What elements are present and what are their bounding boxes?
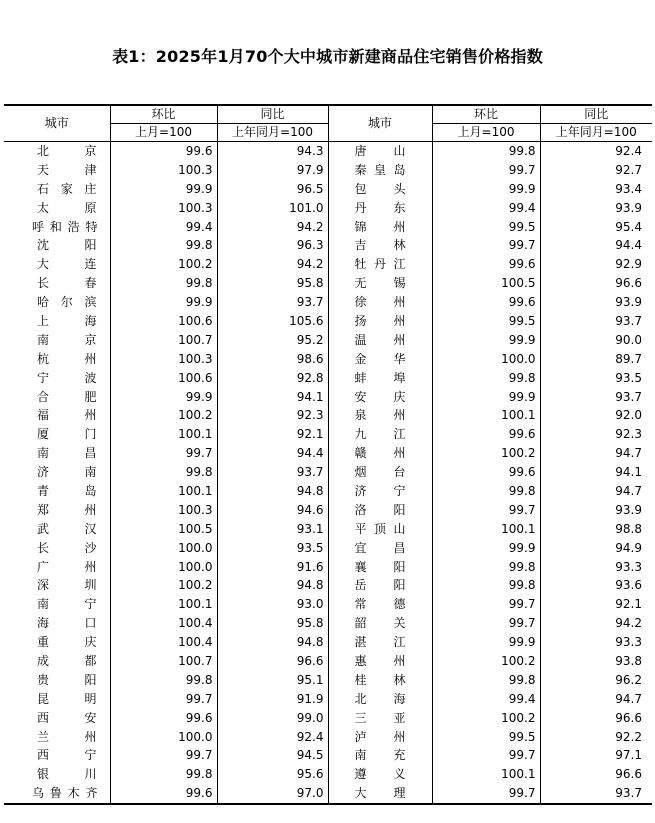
yoy-value-right: 92.2: [615, 729, 642, 744]
city-name-right: 北海: [328, 690, 432, 709]
mom-value-left: 99.7: [110, 444, 217, 463]
city-name-right: 襄阳: [328, 558, 432, 577]
city-name-left: 乌鲁木齐: [4, 784, 110, 804]
table-row: [4, 747, 652, 766]
mom-value-left: 99.9: [110, 293, 217, 312]
mom-value-right: 99.4: [432, 199, 540, 218]
mom-value-left: 100.7: [110, 331, 217, 350]
city-name-right: 大理: [328, 784, 432, 804]
yoy-value-left: 96.3: [217, 236, 328, 255]
yoy-value-right: 92.1: [615, 597, 642, 612]
mom-value-right: 99.5: [432, 728, 540, 747]
yoy-value-left: 94.5: [217, 747, 328, 766]
yoy-value-left: 92.3: [217, 406, 328, 425]
city-name-right: 遵义: [328, 765, 432, 784]
table-row: [4, 652, 652, 671]
mom-value-left: 99.6: [110, 784, 217, 804]
city-name-left: 哈尔滨: [4, 293, 110, 312]
mom-value-left: 100.3: [110, 199, 217, 218]
yoy-value-right: 93.6: [615, 578, 642, 593]
city-name-right: 唐山: [328, 142, 432, 161]
mom-value-right: 99.5: [432, 312, 540, 331]
city-name-right: 泸州: [328, 728, 432, 747]
table-row: [4, 180, 652, 199]
yoy-value-left: 94.2: [217, 255, 328, 274]
table-row: [4, 388, 652, 407]
mom-value-left: 100.1: [110, 425, 217, 444]
yoy-value-left: 94.2: [217, 218, 328, 237]
mom-value-right: 99.6: [432, 255, 540, 274]
mom-value-left: 99.6: [110, 142, 217, 161]
mom-value-right: 99.9: [432, 633, 540, 652]
yoy-value-right: 94.7: [615, 483, 642, 498]
header-mom-base-left: 上月=100: [110, 124, 217, 142]
mom-value-left: 100.7: [110, 652, 217, 671]
yoy-value-left: 95.6: [217, 765, 328, 784]
yoy-value-right: 92.0: [615, 408, 642, 423]
table-row: [4, 236, 652, 255]
header-yoy-left: 同比: [217, 105, 328, 124]
mom-value-right: 100.1: [432, 765, 540, 784]
city-name-left: 成都: [4, 652, 110, 671]
mom-value-left: 99.8: [110, 671, 217, 690]
mom-value-right: 99.8: [432, 558, 540, 577]
mom-value-left: 99.8: [110, 236, 217, 255]
mom-value-right: 99.6: [432, 293, 540, 312]
city-name-left: 深圳: [4, 576, 110, 595]
mom-value-right: 99.7: [432, 595, 540, 614]
yoy-value-left: 94.8: [217, 482, 328, 501]
city-name-right: 秦皇岛: [328, 161, 432, 180]
mom-value-right: 100.2: [432, 709, 540, 728]
yoy-value-left: 93.0: [217, 595, 328, 614]
price-index-table: [4, 104, 652, 805]
header-mom-right: 环比: [432, 105, 540, 124]
header-city-left: 城市: [4, 105, 110, 142]
mom-value-right: 100.2: [432, 444, 540, 463]
yoy-value-right: 93.7: [615, 786, 642, 801]
city-name-left: 天津: [4, 161, 110, 180]
city-name-left: 上海: [4, 312, 110, 331]
yoy-value-left: 95.2: [217, 331, 328, 350]
yoy-value-left: 95.8: [217, 274, 328, 293]
city-name-left: 呼和浩特: [4, 218, 110, 237]
mom-value-left: 100.5: [110, 520, 217, 539]
table-header: [4, 105, 652, 142]
city-name-left: 宁波: [4, 369, 110, 388]
mom-value-left: 100.1: [110, 595, 217, 614]
mom-value-right: 99.5: [432, 218, 540, 237]
city-name-left: 厦门: [4, 425, 110, 444]
city-name-left: 南昌: [4, 444, 110, 463]
mom-value-right: 99.9: [432, 388, 540, 407]
mom-value-right: 99.8: [432, 671, 540, 690]
mom-value-left: 100.2: [110, 576, 217, 595]
mom-value-right: 99.8: [432, 576, 540, 595]
city-name-left: 贵阳: [4, 671, 110, 690]
yoy-value-right: 93.5: [615, 370, 642, 385]
mom-value-right: 99.9: [432, 539, 540, 558]
city-name-left: 杭州: [4, 350, 110, 369]
yoy-value-right: 93.7: [615, 389, 642, 404]
table-row: [4, 293, 652, 312]
mom-value-right: 99.7: [432, 747, 540, 766]
table-row: [4, 142, 652, 161]
city-name-left: 济南: [4, 463, 110, 482]
city-name-left: 广州: [4, 558, 110, 577]
yoy-value-left: 93.7: [217, 293, 328, 312]
city-name-right: 济宁: [328, 482, 432, 501]
yoy-value-right: 94.2: [615, 616, 642, 631]
yoy-value-left: 97.9: [217, 161, 328, 180]
table-row: [4, 614, 652, 633]
table-row: [4, 784, 652, 804]
yoy-value-left: 97.0: [217, 784, 328, 804]
table-row: [4, 501, 652, 520]
mom-value-left: 99.7: [110, 690, 217, 709]
city-name-right: 桂林: [328, 671, 432, 690]
mom-value-left: 100.0: [110, 539, 217, 558]
yoy-value-right: 93.9: [615, 295, 642, 310]
yoy-value-right: 93.7: [615, 313, 642, 328]
yoy-value-left: 92.8: [217, 369, 328, 388]
yoy-value-right: 98.8: [615, 521, 642, 536]
mom-value-right: 99.7: [432, 161, 540, 180]
table-row: [4, 463, 652, 482]
city-name-left: 西宁: [4, 747, 110, 766]
city-name-right: 牡丹江: [328, 255, 432, 274]
yoy-value-right: 94.1: [615, 465, 642, 480]
table-row: [4, 425, 652, 444]
city-name-right: 惠州: [328, 652, 432, 671]
yoy-value-left: 93.7: [217, 463, 328, 482]
table-row: [4, 633, 652, 652]
yoy-value-right: 94.7: [615, 446, 642, 461]
city-name-right: 湛江: [328, 633, 432, 652]
yoy-value-left: 95.8: [217, 614, 328, 633]
mom-value-left: 100.4: [110, 633, 217, 652]
yoy-value-left: 101.0: [217, 199, 328, 218]
yoy-value-left: 96.6: [217, 652, 328, 671]
mom-value-left: 100.0: [110, 558, 217, 577]
yoy-value-right: 94.7: [615, 691, 642, 706]
mom-value-left: 100.0: [110, 728, 217, 747]
city-name-right: 蚌埠: [328, 369, 432, 388]
mom-value-right: 100.1: [432, 520, 540, 539]
mom-value-right: 100.1: [432, 406, 540, 425]
header-mom-base-right: 上月=100: [432, 124, 540, 142]
mom-value-left: 100.3: [110, 350, 217, 369]
table-row: [4, 728, 652, 747]
city-name-left: 武汉: [4, 520, 110, 539]
yoy-value-right: 96.2: [615, 672, 642, 687]
city-name-right: 宜昌: [328, 539, 432, 558]
header-yoy-right: 同比: [540, 105, 652, 124]
table-body: [4, 142, 652, 805]
city-name-left: 长沙: [4, 539, 110, 558]
city-name-right: 平顶山: [328, 520, 432, 539]
city-name-left: 沈阳: [4, 236, 110, 255]
city-name-right: 温州: [328, 331, 432, 350]
city-name-right: 徐州: [328, 293, 432, 312]
city-name-right: 扬州: [328, 312, 432, 331]
city-name-left: 太原: [4, 199, 110, 218]
city-name-right: 三亚: [328, 709, 432, 728]
city-name-left: 昆明: [4, 690, 110, 709]
city-name-right: 洛阳: [328, 501, 432, 520]
city-name-right: 吉林: [328, 236, 432, 255]
yoy-value-right: 92.7: [615, 162, 642, 177]
city-name-left: 青岛: [4, 482, 110, 501]
table-row: [4, 576, 652, 595]
mom-value-right: 99.7: [432, 501, 540, 520]
yoy-value-right: 93.9: [615, 502, 642, 517]
header-city-right: 城市: [328, 105, 432, 142]
city-name-right: 泉州: [328, 406, 432, 425]
yoy-value-left: 105.6: [217, 312, 328, 331]
mom-value-right: 99.7: [432, 614, 540, 633]
mom-value-right: 100.5: [432, 274, 540, 293]
city-name-right: 常德: [328, 595, 432, 614]
mom-value-left: 100.6: [110, 369, 217, 388]
mom-value-left: 100.2: [110, 255, 217, 274]
city-name-left: 大连: [4, 255, 110, 274]
city-name-right: 无锡: [328, 274, 432, 293]
yoy-value-right: 93.4: [615, 181, 642, 196]
city-name-left: 重庆: [4, 633, 110, 652]
yoy-value-right: 94.9: [615, 540, 642, 555]
mom-value-right: 99.4: [432, 690, 540, 709]
table-row: [4, 274, 652, 293]
mom-value-right: 99.6: [432, 463, 540, 482]
mom-value-left: 100.2: [110, 406, 217, 425]
page-title: 表1：2025年1月70个大中城市新建商品住宅销售价格指数: [112, 47, 543, 66]
yoy-value-right: 97.1: [615, 748, 642, 763]
city-name-right: 岳阳: [328, 576, 432, 595]
yoy-value-right: 96.6: [615, 276, 642, 291]
yoy-value-left: 92.4: [217, 728, 328, 747]
table-row: [4, 765, 652, 784]
city-name-left: 石家庄: [4, 180, 110, 199]
table-row: [4, 331, 652, 350]
yoy-value-left: 91.6: [217, 558, 328, 577]
yoy-value-left: 94.3: [217, 142, 328, 161]
yoy-value-right: 92.4: [615, 143, 642, 158]
yoy-value-right: 90.0: [615, 332, 642, 347]
city-name-left: 福州: [4, 406, 110, 425]
table-row: [4, 406, 652, 425]
city-name-right: 韶关: [328, 614, 432, 633]
table-row: [4, 520, 652, 539]
city-name-right: 南充: [328, 747, 432, 766]
yoy-value-right: 92.3: [615, 427, 642, 442]
mom-value-right: 99.9: [432, 331, 540, 350]
mom-value-left: 100.4: [110, 614, 217, 633]
yoy-value-left: 94.4: [217, 444, 328, 463]
mom-value-left: 99.9: [110, 180, 217, 199]
mom-value-right: 99.8: [432, 142, 540, 161]
yoy-value-right: 93.8: [615, 653, 642, 668]
yoy-value-left: 98.6: [217, 350, 328, 369]
table-row: [4, 350, 652, 369]
mom-value-left: 99.8: [110, 463, 217, 482]
mom-value-left: 99.8: [110, 274, 217, 293]
mom-value-right: 100.0: [432, 350, 540, 369]
table-row: [4, 482, 652, 501]
mom-value-right: 99.7: [432, 784, 540, 804]
city-name-left: 兰州: [4, 728, 110, 747]
mom-value-right: 99.8: [432, 369, 540, 388]
yoy-value-left: 94.1: [217, 388, 328, 407]
city-name-left: 郑州: [4, 501, 110, 520]
city-name-left: 银川: [4, 765, 110, 784]
table-row: [4, 255, 652, 274]
header-mom-left: 环比: [110, 105, 217, 124]
table-row: [4, 690, 652, 709]
yoy-value-left: 99.0: [217, 709, 328, 728]
mom-value-left: 100.1: [110, 482, 217, 501]
city-name-right: 丹东: [328, 199, 432, 218]
yoy-value-left: 92.1: [217, 425, 328, 444]
table-row: [4, 312, 652, 331]
city-name-right: 金华: [328, 350, 432, 369]
yoy-value-right: 93.3: [615, 635, 642, 650]
city-name-left: 北京: [4, 142, 110, 161]
table-row: [4, 595, 652, 614]
mom-value-left: 100.3: [110, 161, 217, 180]
mom-value-right: 99.7: [432, 236, 540, 255]
mom-value-right: 99.9: [432, 180, 540, 199]
mom-value-right: 99.8: [432, 482, 540, 501]
mom-value-left: 99.9: [110, 388, 217, 407]
table-row: [4, 558, 652, 577]
city-name-left: 西安: [4, 709, 110, 728]
yoy-value-right: 96.6: [615, 710, 642, 725]
yoy-value-right: 92.9: [615, 257, 642, 272]
table-row: [4, 161, 652, 180]
yoy-value-left: 96.5: [217, 180, 328, 199]
city-name-right: 烟台: [328, 463, 432, 482]
mom-value-left: 100.3: [110, 501, 217, 520]
header-yoy-base-left: 上年同月=100: [217, 124, 328, 142]
table-row: [4, 539, 652, 558]
yoy-value-right: 89.7: [615, 351, 642, 366]
mom-value-left: 99.6: [110, 709, 217, 728]
table-row: [4, 199, 652, 218]
yoy-value-left: 91.9: [217, 690, 328, 709]
city-name-left: 南京: [4, 331, 110, 350]
mom-value-left: 99.7: [110, 747, 217, 766]
city-name-right: 包头: [328, 180, 432, 199]
yoy-value-left: 94.8: [217, 576, 328, 595]
city-name-right: 赣州: [328, 444, 432, 463]
city-name-right: 锦州: [328, 218, 432, 237]
city-name-left: 海口: [4, 614, 110, 633]
yoy-value-right: 93.9: [615, 200, 642, 215]
table-row: [4, 369, 652, 388]
mom-value-left: 100.6: [110, 312, 217, 331]
yoy-value-left: 93.1: [217, 520, 328, 539]
yoy-value-left: 94.6: [217, 501, 328, 520]
yoy-value-left: 95.1: [217, 671, 328, 690]
mom-value-left: 99.4: [110, 218, 217, 237]
yoy-value-right: 94.4: [615, 238, 642, 253]
mom-value-right: 100.2: [432, 652, 540, 671]
city-name-right: 安庆: [328, 388, 432, 407]
table-row: [4, 218, 652, 237]
yoy-value-right: 95.4: [615, 219, 642, 234]
yoy-value-left: 93.5: [217, 539, 328, 558]
yoy-value-left: 94.8: [217, 633, 328, 652]
city-name-left: 长春: [4, 274, 110, 293]
yoy-value-right: 93.3: [615, 559, 642, 574]
table-row: [4, 444, 652, 463]
table-row: [4, 671, 652, 690]
city-name-right: 九江: [328, 425, 432, 444]
mom-value-left: 99.8: [110, 765, 217, 784]
city-name-left: 南宁: [4, 595, 110, 614]
yoy-value-right: 96.6: [615, 767, 642, 782]
city-name-left: 合肥: [4, 388, 110, 407]
table-row: [4, 709, 652, 728]
header-yoy-base-right: 上年同月=100: [540, 124, 652, 142]
mom-value-right: 99.6: [432, 425, 540, 444]
